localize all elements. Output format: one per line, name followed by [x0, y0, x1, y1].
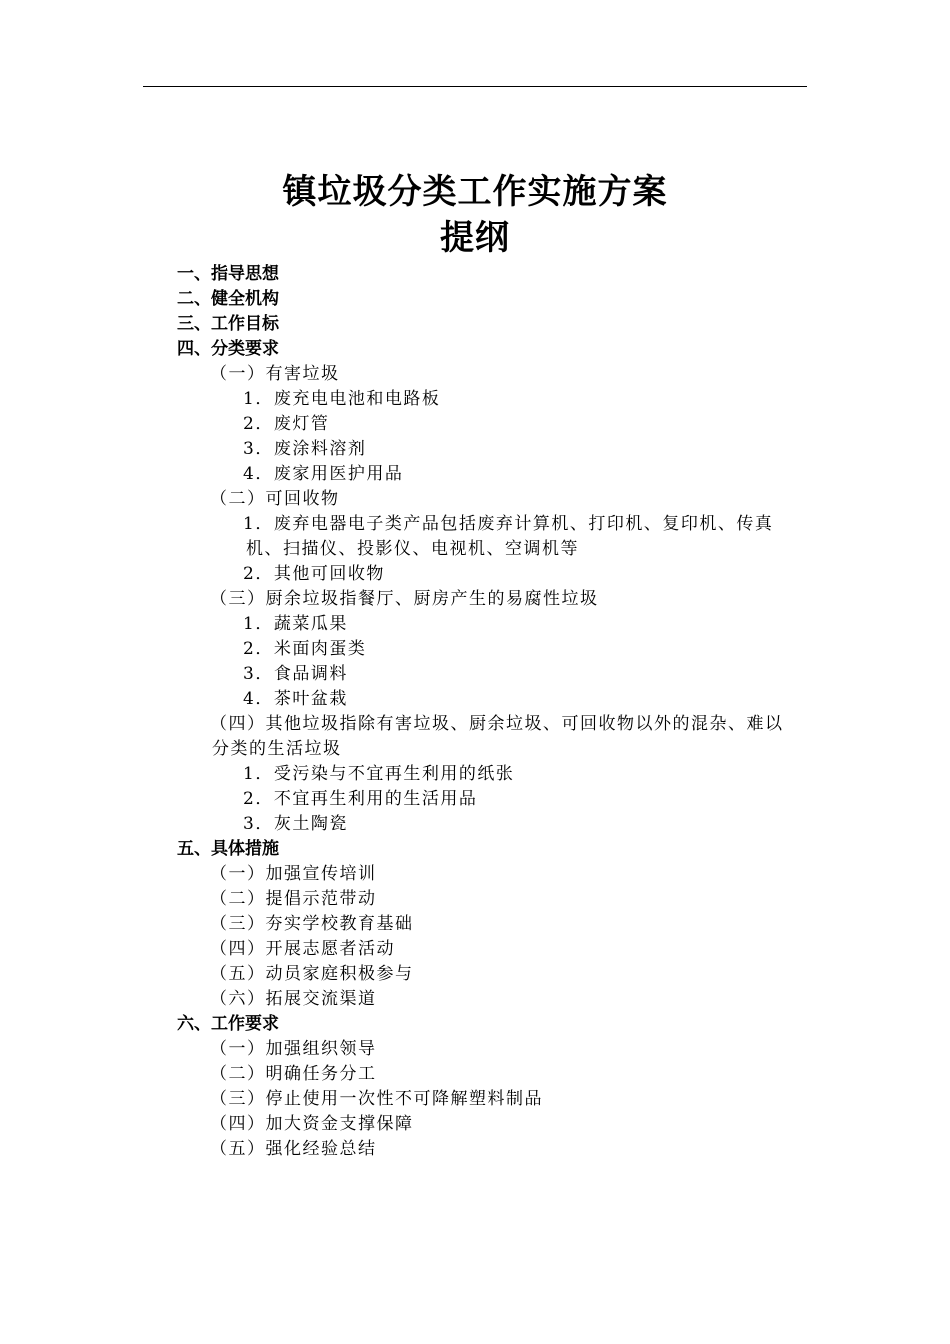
outline-list-item: 3．废涂料溶剂	[243, 439, 367, 459]
outline-list-item: 3．灰土陶瓷	[243, 814, 348, 834]
outline-subsection-item: （三）夯实学校教育基础	[210, 914, 414, 934]
outline-subsection-item: （一）加强组织领导	[210, 1039, 377, 1059]
outline-list-item: 1．受污染与不宜再生利用的纸张	[243, 764, 515, 784]
outline-subsection-item: （五）动员家庭积极参与	[210, 964, 414, 984]
outline-subsection-item: （六）拓展交流渠道	[210, 989, 377, 1009]
outline-list-item: 1．蔬菜瓜果	[243, 614, 348, 634]
outline-subsection-item: （二）可回收物	[210, 489, 340, 509]
outline-section-heading: 一、指导思想	[177, 264, 279, 284]
document-title: 镇垃圾分类工作实施方案	[282, 172, 668, 212]
outline-section-heading: 六、工作要求	[177, 1014, 279, 1034]
outline-subsection-item: （二）提倡示范带动	[210, 889, 377, 909]
outline-subsection-item: （二）明确任务分工	[210, 1064, 377, 1084]
outline-subsection-item: （四）加大资金支撑保障	[210, 1114, 414, 1134]
outline-list-item: 2．其他可回收物	[243, 564, 385, 584]
outline-list-item: 1．废弃电器电子类产品包括废弃计算机、打印机、复印机、传真	[243, 514, 774, 534]
outline-subsection-item: （一）加强宣传培训	[210, 864, 377, 884]
outline-list-item: 2．米面肉蛋类	[243, 639, 367, 659]
outline-subsection-item: （五）强化经验总结	[210, 1139, 377, 1159]
outline-subsection-continuation: 分类的生活垃圾	[212, 739, 342, 759]
outline-list-item: 3．食品调料	[243, 664, 348, 684]
outline-list-item-continuation: 机、扫描仪、投影仪、电视机、空调机等	[246, 539, 579, 559]
outline-list-item: 4．废家用医护用品	[243, 464, 404, 484]
outline-subsection-item: （一）有害垃圾	[210, 364, 340, 384]
outline-subsection-item: （三）厨余垃圾指餐厅、厨房产生的易腐性垃圾	[210, 589, 599, 609]
outline-section-heading: 四、分类要求	[177, 339, 279, 359]
outline-section-heading: 二、健全机构	[177, 289, 279, 309]
outline-list-item: 1．废充电电池和电路板	[243, 389, 441, 409]
outline-subsection-item: （四）其他垃圾指除有害垃圾、厨余垃圾、可回收物以外的混杂、难以	[210, 714, 784, 734]
document-subtitle: 提纲	[440, 218, 510, 258]
header-rule	[143, 86, 807, 87]
outline-list	[0, 262, 950, 1162]
outline-subsection-item: （四）开展志愿者活动	[210, 939, 395, 959]
outline-list-item: 2．废灯管	[243, 414, 330, 434]
outline-list-item: 2．不宜再生利用的生活用品	[243, 789, 478, 809]
outline-list-item: 4．茶叶盆栽	[243, 689, 348, 709]
outline-section-heading: 五、具体措施	[177, 839, 279, 859]
outline-subsection-item: （三）停止使用一次性不可降解塑料制品	[210, 1089, 543, 1109]
outline-section-heading: 三、工作目标	[177, 314, 279, 334]
